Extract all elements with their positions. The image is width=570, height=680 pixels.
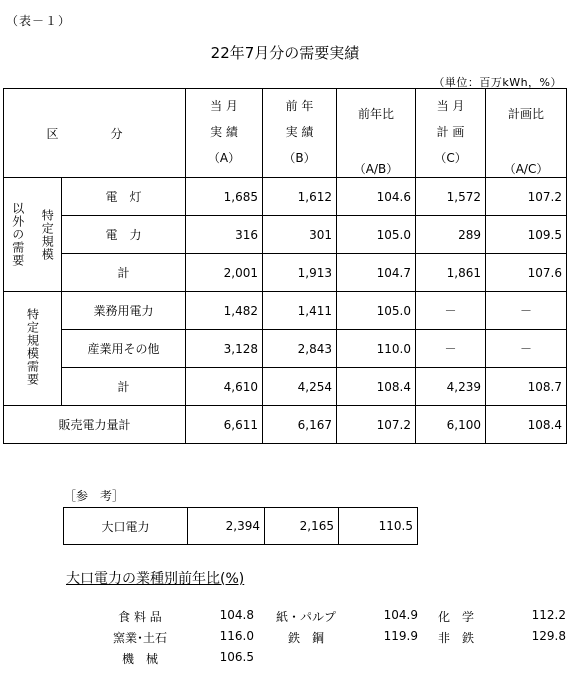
unit-note: （単位：百万kWh，%） (433, 76, 562, 89)
cell-c: 4,239 (416, 368, 486, 406)
industry-value: 112.2 (531, 608, 566, 622)
row-label: 電 灯 (62, 178, 186, 216)
industry-value: 104.9 (383, 608, 418, 622)
header-ratio-line1: 前年比 (358, 107, 395, 121)
total-ratio: 107.2 (337, 406, 416, 444)
row-label: 計 (62, 254, 186, 292)
industry-value: 129.8 (531, 629, 566, 643)
cell-b: 2,843 (263, 330, 337, 368)
header-b-line1: 前 年 (285, 99, 314, 113)
table-row (4, 292, 567, 330)
header-b-line2: 実 績 (285, 125, 314, 139)
table-number-label: （表－１） (6, 14, 72, 28)
header-c-line3: （C） (434, 151, 467, 165)
header-plan-ratio-line2: （A/C） (503, 162, 549, 176)
total-c: 6,100 (416, 406, 486, 444)
table-row (4, 254, 567, 292)
cell-ratio: 108.4 (337, 368, 416, 406)
header-a-line2: 実 績 (210, 125, 238, 139)
cell-plan-ratio: 108.7 (486, 368, 567, 406)
header-plan (416, 89, 486, 178)
row-label: 電 力 (62, 216, 186, 254)
cell-a: 3,128 (186, 330, 263, 368)
cell-a: 4,610 (186, 368, 263, 406)
reference-b: 2,165 (265, 508, 339, 545)
cell-ratio: 105.0 (337, 292, 416, 330)
cell-plan-ratio: － (486, 330, 567, 368)
industry-name: 機 械 (121, 652, 158, 666)
header-c-line2: 計 画 (436, 125, 465, 139)
header-yoy-ratio (337, 89, 416, 178)
header-b-line3: （B） (283, 151, 316, 165)
cell-plan-ratio: 107.2 (486, 178, 567, 216)
industry-value: 119.9 (383, 629, 418, 643)
industry-row (100, 608, 570, 629)
cell-ratio: 105.0 (337, 216, 416, 254)
cell-ratio: 104.7 (337, 254, 416, 292)
industry-name: 化 学 (437, 610, 474, 624)
cell-b: 301 (263, 216, 337, 254)
industry-name: 非 鉄 (437, 631, 474, 645)
cell-a: 2,001 (186, 254, 263, 292)
cell-b: 1,913 (263, 254, 337, 292)
table-row (4, 330, 567, 368)
cell-a: 316 (186, 216, 263, 254)
cell-ratio: 110.0 (337, 330, 416, 368)
header-ratio-line2: （A/B） (353, 162, 399, 176)
table-row (4, 368, 567, 406)
industry-name: 鉄 鋼 (287, 631, 324, 645)
group-specific (4, 292, 62, 406)
cell-plan-ratio: 107.6 (486, 254, 567, 292)
row-label: 計 (62, 368, 186, 406)
reference-title: ［参 考］ (64, 489, 125, 503)
header-previous-actual (263, 89, 337, 178)
header-plan-ratio (486, 89, 567, 178)
header-a-line3: （A） (207, 151, 241, 165)
header-c-line1: 当 月 (436, 99, 465, 113)
header-a-line1: 当 月 (210, 99, 238, 113)
total-b: 6,167 (263, 406, 337, 444)
cell-plan-ratio: － (486, 292, 567, 330)
header-category: 区 分 (4, 89, 186, 178)
industry-name: 紙・パルプ (275, 610, 336, 624)
cell-plan-ratio: 109.5 (486, 216, 567, 254)
total-a: 6,611 (186, 406, 263, 444)
total-label: 販売電力量計 (4, 406, 186, 444)
industry-value: 116.0 (219, 629, 254, 643)
industry-row (100, 650, 570, 671)
row-label: 産業用その他 (62, 330, 186, 368)
cell-c: － (416, 292, 486, 330)
table-row (4, 178, 567, 216)
group-non-specific-col1: 特定規模 (40, 208, 55, 261)
cell-a: 1,482 (186, 292, 263, 330)
group-non-specific-col2: 以外の需要 (10, 202, 25, 267)
reference-ratio: 110.5 (339, 508, 418, 545)
cell-ratio: 104.6 (337, 178, 416, 216)
industry-name: 食 料 品 (118, 610, 162, 624)
cell-c: 289 (416, 216, 486, 254)
industry-value: 104.8 (219, 608, 254, 622)
reference-a: 2,394 (188, 508, 265, 545)
reference-label: 大口電力 (64, 508, 188, 545)
table-row (4, 216, 567, 254)
cell-b: 4,254 (263, 368, 337, 406)
industry-list (100, 608, 570, 671)
cell-c: 1,861 (416, 254, 486, 292)
cell-c: － (416, 330, 486, 368)
reference-table (63, 507, 418, 545)
header-current-actual (186, 89, 263, 178)
reference-row (64, 508, 418, 545)
demand-table (3, 88, 567, 444)
cell-b: 1,411 (263, 292, 337, 330)
total-row (4, 406, 567, 444)
page-title: 22年7月分の需要実績 (210, 44, 360, 62)
group-specific-label: 特定規模需要 (25, 308, 40, 386)
cell-a: 1,685 (186, 178, 263, 216)
industry-title: 大口電力の業種別前年比(%) (66, 571, 245, 587)
industry-row (100, 629, 570, 650)
header-plan-ratio-line1: 計画比 (508, 107, 545, 121)
cell-c: 1,572 (416, 178, 486, 216)
industry-value: 106.5 (219, 650, 254, 664)
group-non-specific (4, 178, 62, 292)
row-label: 業務用電力 (62, 292, 186, 330)
total-plan-ratio: 108.4 (486, 406, 567, 444)
cell-b: 1,612 (263, 178, 337, 216)
header-row (4, 89, 567, 178)
industry-name: 窯業･土石 (112, 631, 167, 645)
